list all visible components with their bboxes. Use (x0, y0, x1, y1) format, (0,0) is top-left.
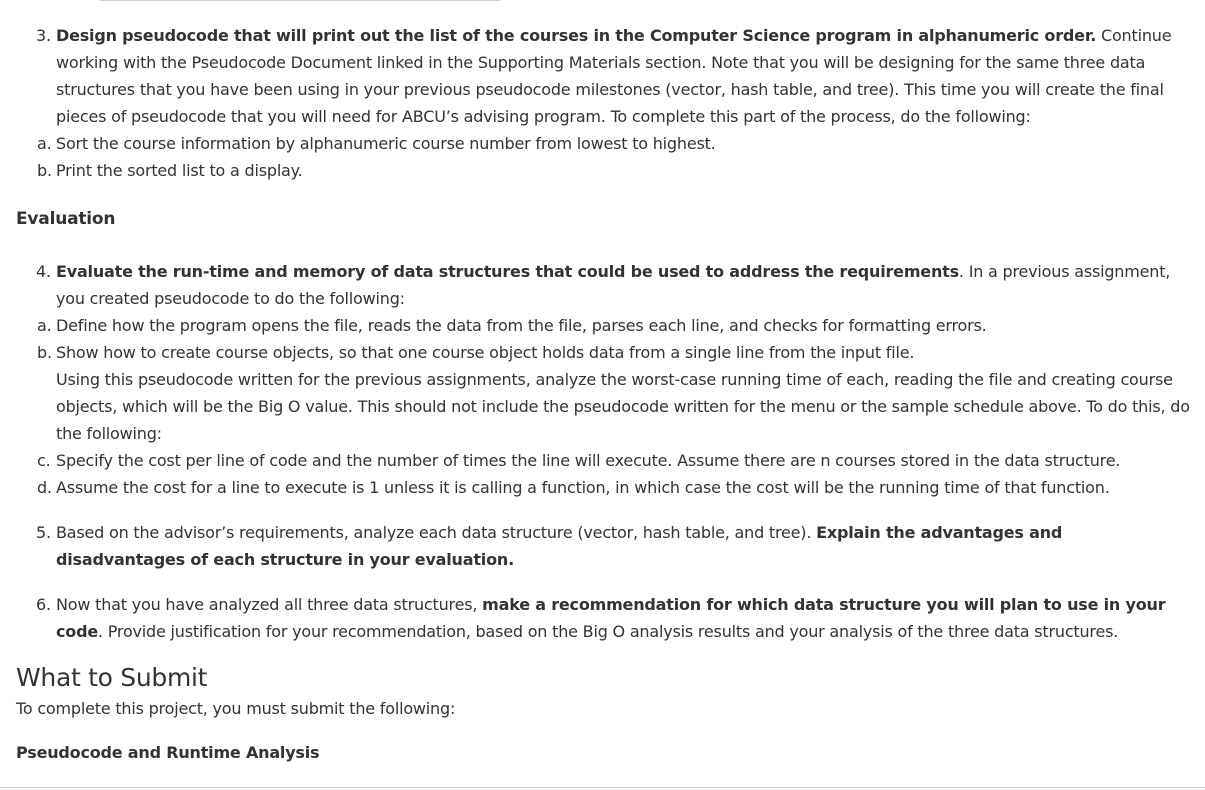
item-number: 5. (36, 523, 51, 542)
list-item-4 (16, 258, 1191, 312)
sub-item-letter: d. (37, 478, 52, 497)
sub-item-letter: a. (37, 316, 52, 335)
item-text: Now that you have analyzed all three data structures, (56, 595, 483, 614)
sub-item-letter: a. (37, 134, 52, 153)
sub-item-text: Specify the cost per line of code and the number of times the line will execute. Assume there are n courses stored in the data structure. (56, 451, 1121, 470)
sub-item-4d (37, 474, 1191, 501)
item-number: 3. (36, 26, 51, 45)
item-text: Continue working with the Pseudocode Document linked in the Supporting Materials section. Note that you will be designing for the same three data structures that you have been using in your previous pseudocode milestones (vector, hash table, and tree). This time you will create the final pieces of pseudocode that you will need for ABCU’s advising program. To complete this part of the process, do the following: (56, 26, 1172, 126)
item-bold-text: Design pseudocode that will print out the list of the courses in the Computer Science program in alphanumeric order. (56, 26, 1097, 45)
list-item-6 (16, 591, 1191, 645)
item-bold-text: make a recommendation for which data structure you will plan to use in your code (56, 595, 1166, 641)
list-item-5 (16, 519, 1191, 573)
sub-item-text: Define how the program opens the file, reads the data from the file, parses each line, and checks for formatting errors. (56, 316, 987, 335)
item-number: 4. (36, 262, 51, 281)
item-number: 6. (36, 595, 51, 614)
sub-paragraph: Using this pseudocode written for the previous assignments, analyze the worst-case running time of each, reading the file and creating course objects, which will be the Big O value. This should not include the pseudocode written for the menu or the sample schedule above. To do this, do the following: (56, 370, 1190, 443)
sub-item-3a (37, 130, 1191, 157)
what-to-submit-heading: What to Submit (16, 663, 208, 692)
evaluation-heading: Evaluation (16, 209, 116, 229)
pseudocode-runtime-heading: Pseudocode and Runtime Analysis (16, 743, 320, 762)
sub-item-text: Sort the course information by alphanumeric course number from lowest to highest. (56, 134, 716, 153)
item-text: . In a previous assignment, you created pseudocode to do the following: (56, 262, 1171, 308)
sub-item-letter: c. (37, 451, 51, 470)
list-item-3 (16, 22, 1191, 130)
sub-item-letter: b. (37, 343, 52, 362)
bottom-divider (0, 787, 1205, 788)
document-body (16, 22, 1191, 765)
sub-item-letter: b. (37, 161, 52, 180)
sub-item-3b (37, 157, 1191, 184)
submit-intro: To complete this project, you must submit the following: (16, 699, 456, 718)
sub-item-text: Assume the cost for a line to execute is 1 unless it is calling a function, in which case the cost will be the running time of that function. (56, 478, 1110, 497)
sub-item-text: Show how to create course objects, so that one course object holds data from a single line from the input file. (56, 343, 915, 362)
item-text: Based on the advisor’s requirements, analyze each data structure (vector, hash table, and tree). (56, 523, 817, 542)
item-bold-text: Evaluate the run-time and memory of data structures that could be used to address the requirements (56, 262, 959, 281)
item-text-after: . Provide justification for your recommendation, based on the Big O analysis results and your analysis of the three data structures. (97, 622, 1119, 641)
top-divider (100, 0, 500, 1)
sub-item-4c (37, 447, 1191, 474)
sub-item-text: Print the sorted list to a display. (56, 161, 303, 180)
item-bold-text: Explain the advantages and disadvantages of each structure in your evaluation. (56, 523, 1063, 569)
sub-item-4a (37, 312, 1191, 339)
sub-item-4b (37, 339, 1191, 366)
